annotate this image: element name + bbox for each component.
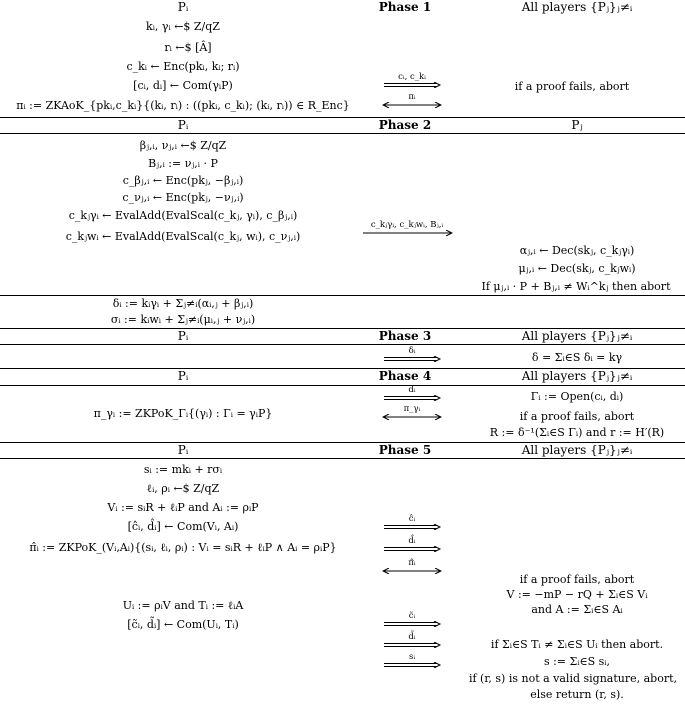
msg-label: c_kⱼγᵢ, c_kⱼwᵢ, Bⱼ,ᵢ bbox=[370, 220, 444, 230]
p5-compute-s: sᵢ := mkᵢ + rσᵢ bbox=[143, 463, 223, 476]
msg-send-d-tilde bbox=[382, 633, 442, 648]
rule bbox=[0, 133, 685, 134]
msg-send-delta bbox=[382, 347, 442, 362]
msg-label: cᵢ, c_kᵢ bbox=[398, 72, 426, 82]
p2-decrypt-alpha: αⱼ,ᵢ ← Dec(skⱼ, c_kⱼγᵢ) bbox=[519, 244, 635, 257]
p4-abort-check: if a proof fails, abort bbox=[519, 410, 635, 423]
p5-compute-V-A: Vᵢ := sᵢR + ℓᵢP and Aᵢ := ρᵢP bbox=[107, 501, 259, 514]
msg-send-c-tilde bbox=[382, 612, 442, 627]
p5-sample-l-rho: ℓᵢ, ρᵢ ←$ Z/qZ bbox=[146, 482, 220, 495]
msg-label: ĉᵢ bbox=[408, 514, 416, 524]
phase-title: Phase 5 bbox=[378, 443, 432, 457]
msg-exchange-pi-hat bbox=[382, 559, 442, 574]
p1-sample-k-gamma: kᵢ, γᵢ ←$ Z/qZ bbox=[146, 20, 220, 33]
double-arrow-right bbox=[382, 82, 442, 88]
msg-exchange-pi-gamma bbox=[382, 405, 442, 420]
msg-label: c̃ᵢ bbox=[408, 611, 416, 621]
rule bbox=[0, 344, 685, 345]
party-label-left: Pᵢ bbox=[177, 118, 189, 132]
p2-compute-B: Bⱼ,ᵢ := νⱼ,ᵢ · P bbox=[148, 157, 218, 170]
arrow-right bbox=[361, 230, 453, 236]
p1-abort-check: if a proof fails, abort bbox=[514, 80, 630, 93]
bidirectional-arrow bbox=[382, 102, 442, 108]
party-label-left: Pᵢ bbox=[177, 443, 189, 457]
p2-sample-beta-nu: βⱼ,ᵢ, νⱼ,ᵢ ←$ Z/qZ bbox=[139, 139, 227, 152]
msg-label: d̃ᵢ bbox=[408, 632, 416, 642]
party-label-left: Pᵢ bbox=[177, 0, 189, 14]
party-label-left: Pᵢ bbox=[177, 329, 189, 343]
p5-compute-A: and A := Σᵢ∈S Aᵢ bbox=[531, 603, 623, 616]
bidirectional-arrow bbox=[382, 414, 442, 420]
p2-compute-delta: δᵢ := kᵢγᵢ + Σⱼ≠ᵢ(αᵢ,ⱼ + βⱼ,ᵢ) bbox=[112, 297, 254, 310]
phase-title: Phase 1 bbox=[378, 0, 432, 14]
bidirectional-arrow bbox=[382, 568, 442, 574]
party-label-right: Pⱼ bbox=[571, 118, 583, 132]
p5-compute-final-s: s := Σᵢ∈S sᵢ, bbox=[543, 655, 611, 668]
phase-title: Phase 2 bbox=[378, 118, 432, 132]
p5-return-signature: else return (r, s). bbox=[530, 688, 624, 701]
double-arrow-right bbox=[382, 662, 442, 668]
msg-label: d̂ᵢ bbox=[408, 536, 416, 546]
msg-send-d-hat bbox=[382, 537, 442, 552]
p1-encrypt-k: c_kᵢ ← Enc(pkᵢ, kᵢ; rᵢ) bbox=[126, 60, 240, 73]
party-label-right: All players {Pⱼ}ⱼ≠ᵢ bbox=[521, 329, 633, 343]
double-arrow-right bbox=[382, 621, 442, 627]
p1-sample-r: rᵢ ←$ [Â] bbox=[164, 41, 212, 54]
phase-title: Phase 4 bbox=[378, 369, 432, 383]
p5-compute-V: V := −mP − rQ + Σᵢ∈S Vᵢ bbox=[506, 588, 648, 601]
p2-encrypt-beta: c_βⱼ,ᵢ ← Enc(pkⱼ, −βⱼ,ᵢ) bbox=[122, 174, 244, 187]
msg-send-s bbox=[382, 653, 442, 668]
msg-label: π̂ᵢ bbox=[408, 558, 416, 568]
p4-compute-R: R := δ⁻¹(Σᵢ∈S Γᵢ) and r := H′(R) bbox=[489, 426, 665, 439]
p1-commit-gamma: [cᵢ, dᵢ] ← Com(γᵢP) bbox=[133, 79, 233, 92]
p5-zk-proof-V-A: π̂ᵢ := ZKPoK_(Vᵢ,Aᵢ){(sᵢ, ℓᵢ, ρᵢ) : Vᵢ = sᵢR + ℓᵢP ∧ Aᵢ = ρᵢP} bbox=[29, 541, 337, 554]
msg-label: dᵢ bbox=[408, 385, 416, 395]
party-label-right: All players {Pⱼ}ⱼ≠ᵢ bbox=[521, 369, 633, 383]
msg-label: sᵢ bbox=[408, 652, 416, 662]
phase-title: Phase 3 bbox=[378, 329, 432, 343]
rule bbox=[0, 458, 685, 459]
p2-check-mu: If μⱼ,ᵢ · P + Bⱼ,ᵢ ≠ Wᵢ^kⱼ then abort bbox=[481, 280, 671, 293]
party-label-right: All players {Pⱼ}ⱼ≠ᵢ bbox=[521, 0, 633, 14]
p2-compute-sigma: σᵢ := kᵢwᵢ + Σⱼ≠ᵢ(μᵢ,ⱼ + νⱼ,ᵢ) bbox=[110, 313, 256, 326]
p5-commit-U-T: [c̃ᵢ, d̃ᵢ] ← Com(Uᵢ, Tᵢ) bbox=[127, 618, 239, 631]
p5-verify-signature: if (r, s) is not a valid signature, abort, bbox=[468, 672, 678, 685]
p2-evaladd-w: c_kⱼwᵢ ← EvalAdd(EvalScal(c_kⱼ, wᵢ), c_νⱼ,ᵢ) bbox=[65, 230, 301, 243]
msg-label: πᵢ bbox=[408, 92, 416, 102]
msg-send-d bbox=[382, 386, 442, 401]
p5-compute-U-T: Uᵢ := ρᵢV and Tᵢ := ℓᵢA bbox=[122, 599, 244, 612]
double-arrow-right bbox=[382, 395, 442, 401]
p5-abort-check: if a proof fails, abort bbox=[519, 573, 635, 586]
p3-delta-sum: δ = Σᵢ∈S δᵢ = kγ bbox=[531, 351, 623, 364]
msg-send-ciphertexts bbox=[361, 221, 453, 236]
party-label-right: All players {Pⱼ}ⱼ≠ᵢ bbox=[521, 443, 633, 457]
party-label-left: Pᵢ bbox=[177, 369, 189, 383]
p5-commit-V-A: [ĉᵢ, d̂ᵢ] ← Com(Vᵢ, Aᵢ) bbox=[127, 520, 239, 533]
p2-decrypt-mu: μⱼ,ᵢ ← Dec(skⱼ, c_kⱼwᵢ) bbox=[518, 262, 636, 275]
p2-evaladd-gamma: c_kⱼγᵢ ← EvalAdd(EvalScal(c_kⱼ, γᵢ), c_βⱼ,ᵢ) bbox=[68, 209, 298, 222]
rule bbox=[0, 295, 685, 296]
msg-send-c-ck bbox=[382, 73, 442, 88]
p5-check-T-U: if Σᵢ∈S Tᵢ ≠ Σᵢ∈S Uᵢ then abort. bbox=[490, 638, 664, 651]
double-arrow-right bbox=[382, 356, 442, 362]
msg-send-c-hat bbox=[382, 515, 442, 530]
double-arrow-right bbox=[382, 642, 442, 648]
msg-exchange-pi bbox=[382, 93, 442, 108]
rule bbox=[0, 385, 685, 386]
p1-zk-proof: πᵢ := ZKAoK_{pkᵢ,c_kᵢ}{(kᵢ, rᵢ) : ((pkᵢ, c_kᵢ); (kᵢ, rᵢ)) ∈ R_Enc} bbox=[16, 99, 350, 112]
p4-zk-proof-gamma: π_γᵢ := ZKPoK_Γᵢ{(γᵢ) : Γᵢ = γᵢP} bbox=[93, 407, 273, 420]
p4-open-commitment: Γᵢ := Open(cᵢ, dᵢ) bbox=[530, 390, 624, 403]
msg-label: δᵢ bbox=[408, 346, 416, 356]
msg-label: π_γᵢ bbox=[403, 404, 421, 414]
p2-encrypt-nu: c_νⱼ,ᵢ ← Enc(pkⱼ, −νⱼ,ᵢ) bbox=[122, 191, 244, 204]
double-arrow-right bbox=[382, 524, 442, 530]
double-arrow-right bbox=[382, 546, 442, 552]
